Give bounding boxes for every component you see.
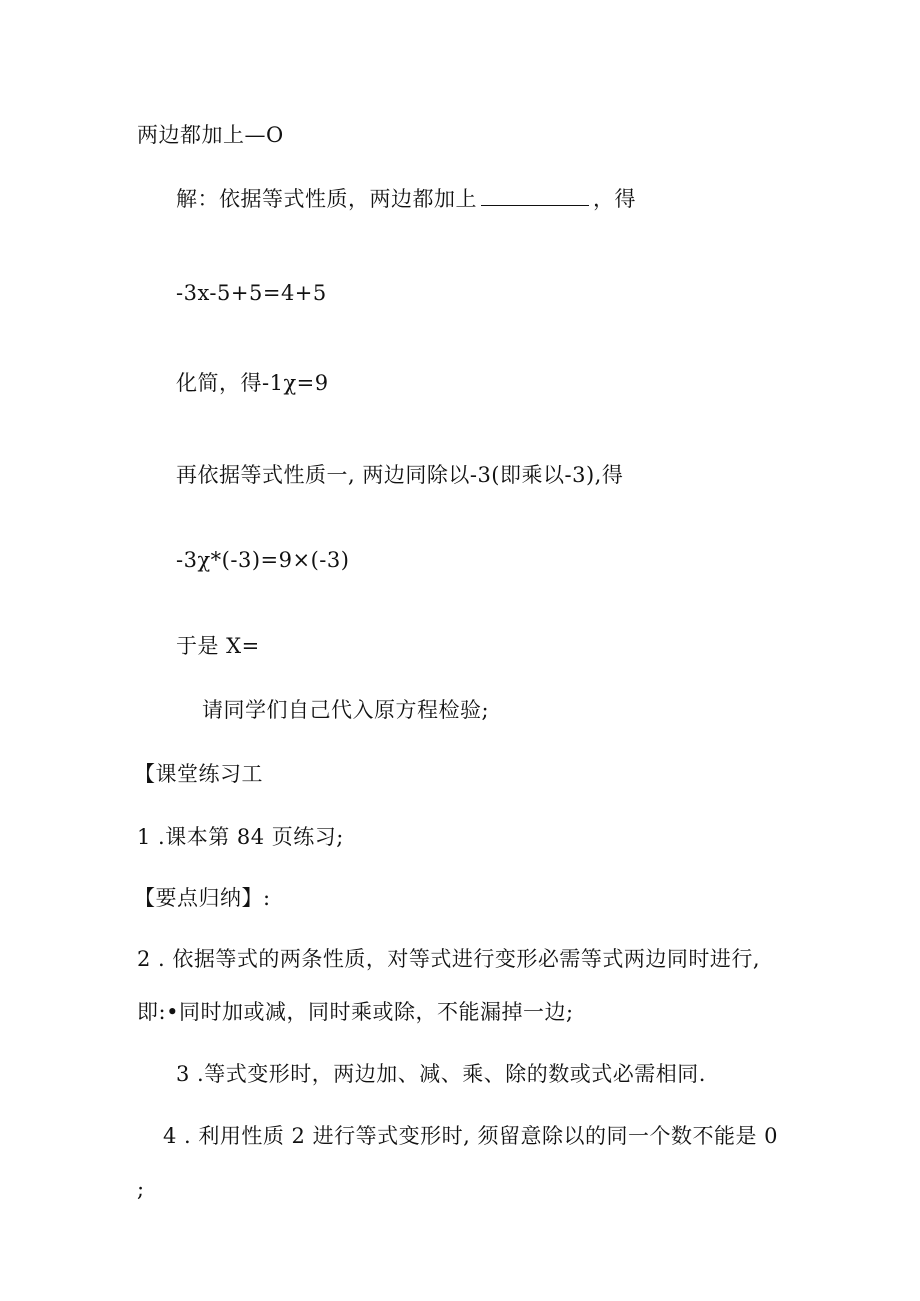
list-item-continued: ; [137,1177,145,1201]
list-item: 1 .课本第 84 页练习; [137,825,344,849]
solution-line [176,185,636,213]
list-item-continued: 即:•同时加或减，同时乘或除，不能漏掉一边; [137,1000,574,1024]
section-heading: 【要点归纳】: [134,886,271,910]
text-line: 于是 X= [176,634,260,658]
text-line: 两边都加上—O [137,123,284,147]
text-line: 再依据等式性质一, 两边同除以-3(即乘以-3),得 [176,463,624,487]
equation-line: -3x-5+5=4+5 [176,281,327,305]
list-item: 2 . 依据等式的两条性质，对等式进行变形必需等式两边同时进行, [137,947,761,971]
solution-text: 解：依据等式性质，两边都加上 [176,187,477,211]
answer-blank[interactable] [481,187,589,206]
list-item: 4 . 利用性质 2 进行等式变形时, 须留意除以的同一个数不能是 0 [163,1124,778,1148]
solution-text-end: ，得 [593,187,636,211]
equation-line: -3χ*(-3)=9×(-3) [176,548,350,572]
text-line: 化简，得-1χ=9 [176,371,329,395]
section-heading: 【课堂练习工 [134,762,263,786]
list-item: 3 .等式变形时，两边加、减、乘、除的数或式必需相同. [176,1062,706,1086]
text-line: 请同学们自己代入原方程检验; [202,698,490,722]
